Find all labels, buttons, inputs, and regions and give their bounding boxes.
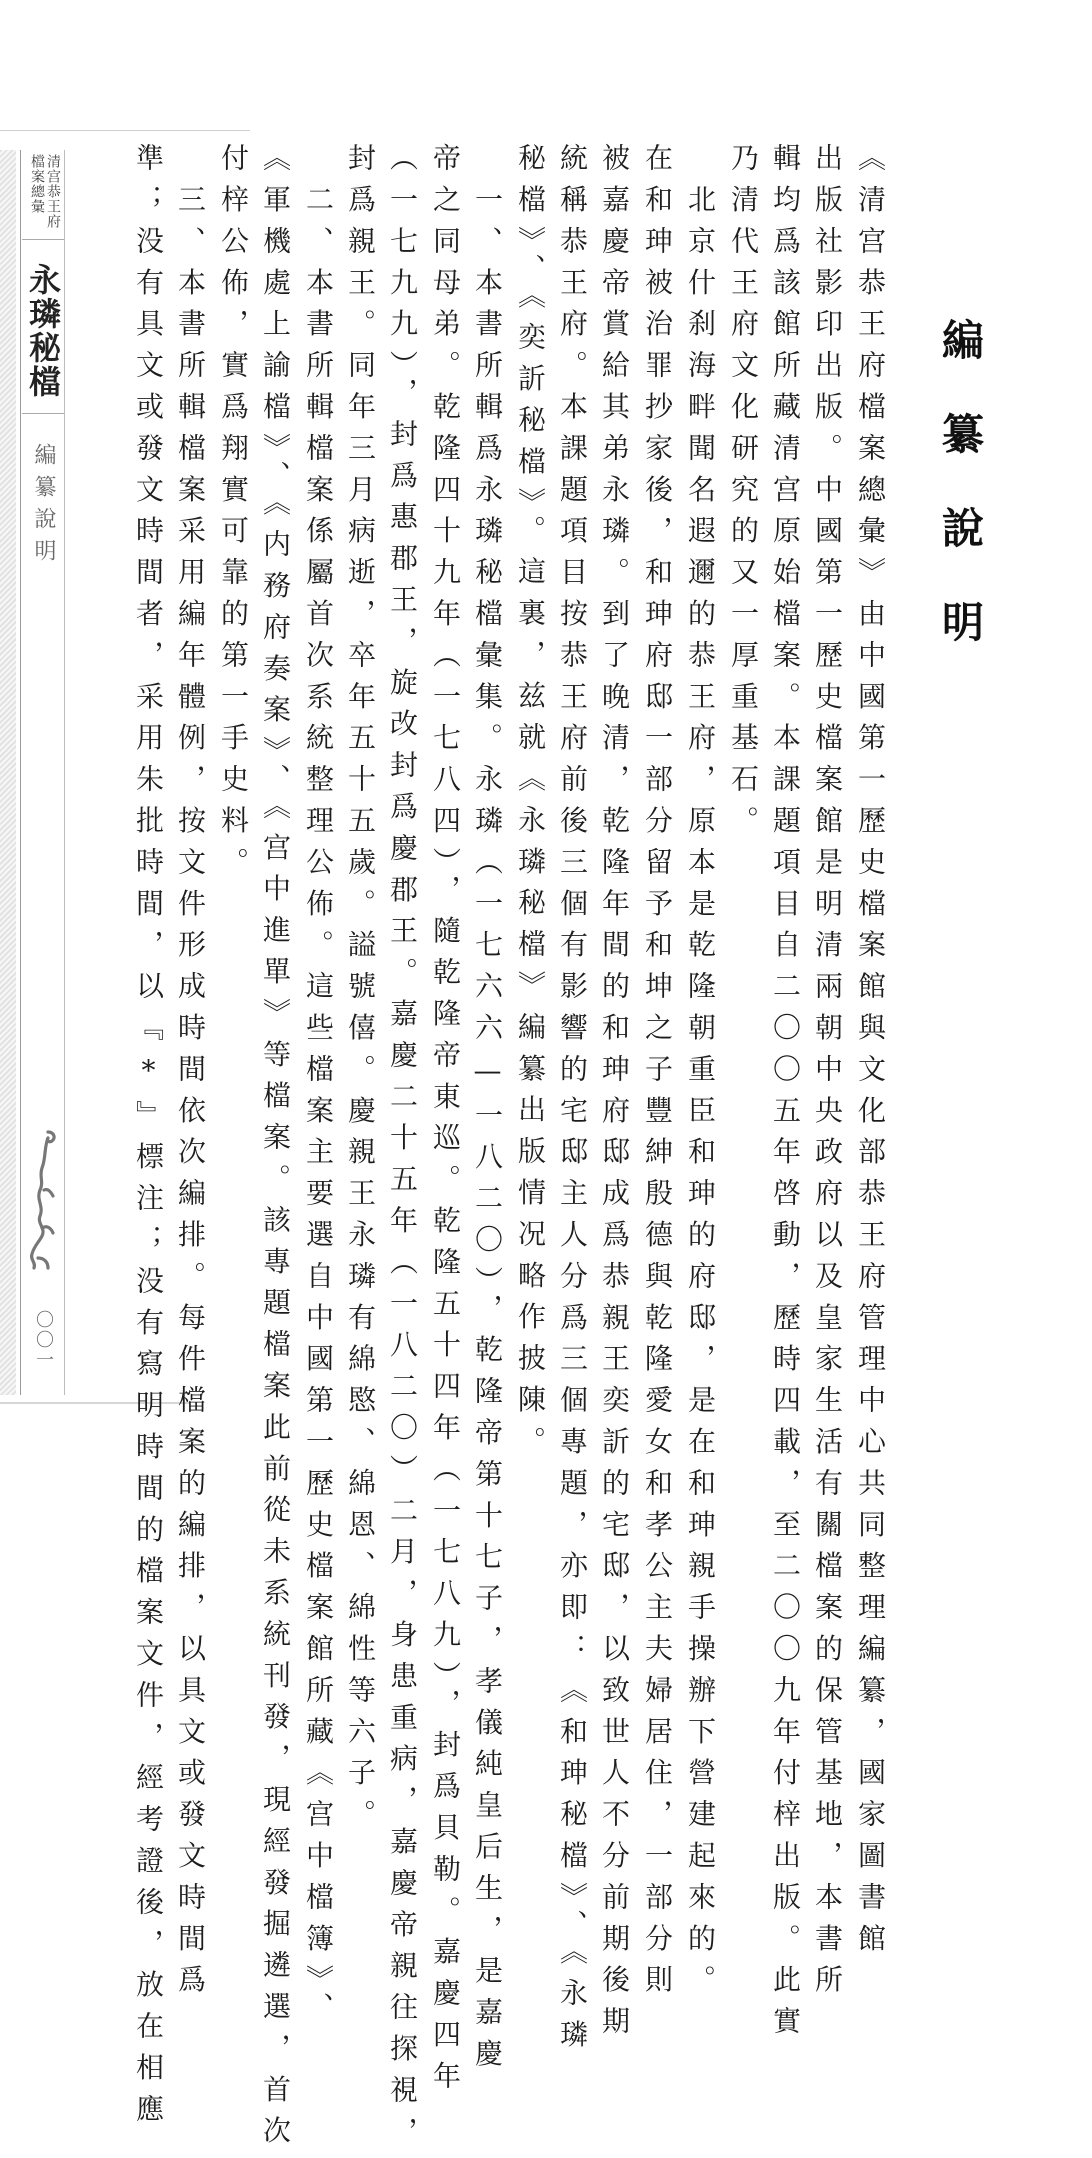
text-column: 出版社影印出版。中國第一歷史檔案館是明清兩朝中央政府以及皇家生活有關檔案的保管基地，本書所	[811, 143, 844, 2006]
text-column: 在和珅被治罪抄家後，和珅府邸一部分留予和坤之子豐紳殷德與乾隆愛女和孝公主夫婦居住，一部分則	[641, 143, 674, 2006]
text-column: 輯均爲該館所藏清宫原始檔案。本課題項目自二〇〇五年啓動，歷時四載，至二〇〇九年付梓出版。此實	[769, 143, 802, 2048]
text-column: 二、本書所輯檔案係屬首次系統整理公佈。這些檔案主要選自中國第一歷史檔案館所藏《宫中檔簿》、	[302, 143, 335, 2034]
text-column: 準；没有具文或發文時間者，采用朱批時間，以『*』標注；没有寫明時間的檔案文件，經考證後，放在相應	[132, 143, 165, 2136]
text-column: 三、本書所輯檔案采用編年體例，按文件形成時間依次編排。每件檔案的編排，以具文或發文時間爲	[174, 143, 207, 2006]
section-label: 編纂說明	[31, 443, 56, 571]
page-number: 〇〇一	[33, 1310, 54, 1370]
text-column: 帝之同母弟。乾隆四十九年（一七八四），隨乾隆帝東巡。乾隆五十四年（一七八九），封爲貝勒。嘉慶四年	[429, 143, 462, 2103]
book-title: 永璘秘檔	[22, 244, 64, 414]
text-column: 付梓公佈，實爲翔實可靠的第一手史料。	[217, 143, 250, 889]
text-column: 被嘉慶帝賞給其弟永璘。到了晚清，乾隆年間的和珅府邸成爲恭親王奕訢的宅邸，以致世人不分前期後期	[598, 143, 631, 2048]
text-column: 《清宫恭王府檔案總彙》由中國第一歷史檔案館與文化部恭王府管理中心共同整理編纂，國家圖書館	[854, 143, 887, 1965]
text-column: （一七九九），封爲惠郡王，旋改封爲慶郡王。嘉慶二十五年（一八二〇）二月，身患重病，嘉慶帝親往探視，	[386, 143, 419, 2158]
text-column: 北京什刹海畔聞名遐邇的恭王府，原本是乾隆朝重臣和珅的府邸，是在和珅親手操辦下營建起來的。	[684, 143, 717, 2006]
text-column: 《軍機處上諭檔》、《内務府奏案》、《宫中進單》等檔案。該專題檔案此前從未系統刊發，現經發掘遴選，首次	[259, 143, 292, 2157]
text-column: 秘檔》、《奕訢秘檔》。這裏，兹就《永璘秘檔》編纂出版情况略作披陳。	[514, 143, 547, 1468]
series-title: 清宫恭王府檔案總彙	[22, 152, 64, 240]
section-heading: 編纂說明	[936, 318, 985, 694]
text-column: 統稱恭王府。本課題項目按恭王府前後三個有影響的宅邸主人分爲三個專題，亦即：《和珅秘檔》、《永璘	[556, 143, 589, 2061]
text-column: 乃清代王府文化研究的又一厚重基石。	[727, 143, 760, 847]
text-column: 一、本書所輯爲永璘秘檔彙集。永璘（一七六六—一八二〇），乾隆帝第十七子，孝儀純皇后生，是嘉慶	[471, 143, 504, 2080]
text-column: 封爲親王。同年三月病逝，卒年五十五歲。謚號僖。慶親王永璘有綿愍、綿恩、綿性等六子。	[344, 143, 377, 1841]
